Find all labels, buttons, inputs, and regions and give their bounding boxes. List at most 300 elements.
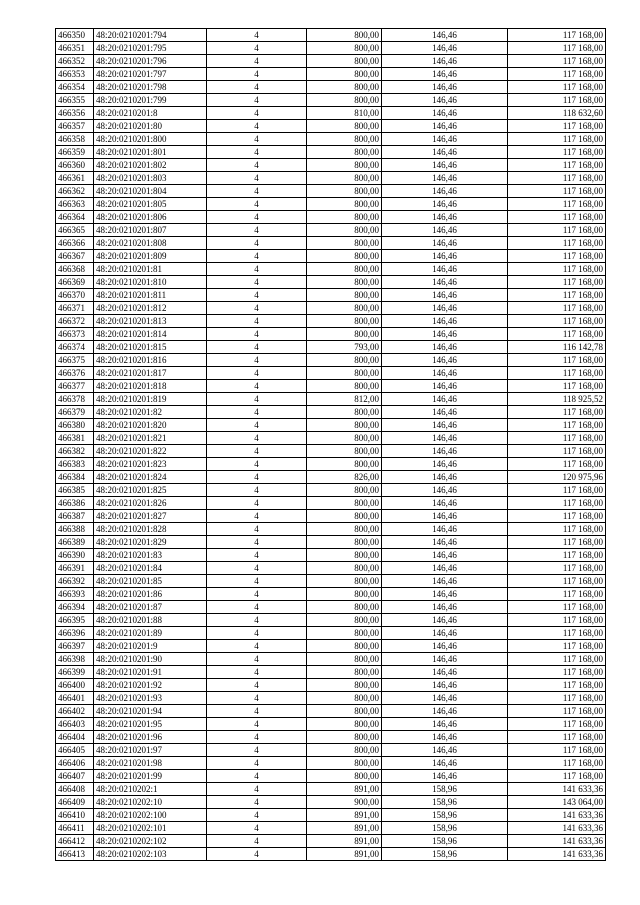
cadastral-value-cell: 117 168,00	[508, 354, 606, 367]
table-row	[56, 237, 606, 250]
area-cell: 800,00	[307, 731, 382, 744]
cadastral-number: 48:20:0210201:812	[94, 302, 207, 315]
cadastral-value-cell: 117 168,00	[508, 380, 606, 393]
row-number: 466383	[56, 458, 94, 471]
rate-cell: 146,46	[382, 159, 508, 172]
cadastral-number: 48:20:0210202:101	[94, 822, 207, 835]
cadastral-number: 48:20:0210201:813	[94, 315, 207, 328]
rate-cell: 146,46	[382, 185, 508, 198]
cadastral-value-cell: 117 168,00	[508, 705, 606, 718]
area-cell: 800,00	[307, 770, 382, 783]
area-cell: 800,00	[307, 224, 382, 237]
cadastral-number: 48:20:0210201:95	[94, 718, 207, 731]
table-row	[56, 705, 606, 718]
row-number: 466382	[56, 445, 94, 458]
cadastral-value-cell: 117 168,00	[508, 497, 606, 510]
rate-cell: 158,96	[382, 809, 508, 822]
category-code: 4	[207, 120, 307, 133]
rate-cell: 158,96	[382, 783, 508, 796]
cadastral-value-cell: 117 168,00	[508, 419, 606, 432]
category-code: 4	[207, 692, 307, 705]
table-row	[56, 250, 606, 263]
cadastral-value-cell: 117 168,00	[508, 575, 606, 588]
rate-cell: 146,46	[382, 575, 508, 588]
category-code: 4	[207, 562, 307, 575]
cadastral-value-cell: 117 168,00	[508, 81, 606, 94]
cadastral-value-cell: 117 168,00	[508, 198, 606, 211]
category-code: 4	[207, 523, 307, 536]
cadastral-value-cell: 117 168,00	[508, 159, 606, 172]
area-cell: 800,00	[307, 289, 382, 302]
cadastral-value-cell: 120 975,96	[508, 471, 606, 484]
category-code: 4	[207, 783, 307, 796]
cadastral-value-cell: 117 168,00	[508, 432, 606, 445]
cadastral-number: 48:20:0210202:102	[94, 835, 207, 848]
table-row	[56, 328, 606, 341]
cadastral-value-cell: 117 168,00	[508, 29, 606, 42]
table-row	[56, 731, 606, 744]
cadastral-value-cell: 117 168,00	[508, 744, 606, 757]
rate-cell: 146,46	[382, 770, 508, 783]
rate-cell: 146,46	[382, 315, 508, 328]
row-number: 466395	[56, 614, 94, 627]
row-number: 466396	[56, 627, 94, 640]
row-number: 466393	[56, 588, 94, 601]
cadastral-value-cell: 117 168,00	[508, 614, 606, 627]
cadastral-value-cell: 117 168,00	[508, 185, 606, 198]
rate-cell: 146,46	[382, 484, 508, 497]
cadastral-value-cell: 117 168,00	[508, 211, 606, 224]
row-number: 466350	[56, 29, 94, 42]
category-code: 4	[207, 367, 307, 380]
row-number: 466405	[56, 744, 94, 757]
category-code: 4	[207, 497, 307, 510]
category-code: 4	[207, 380, 307, 393]
category-code: 4	[207, 159, 307, 172]
row-number: 466394	[56, 601, 94, 614]
category-code: 4	[207, 718, 307, 731]
cadastral-value-cell: 141 633,36	[508, 783, 606, 796]
row-number: 466386	[56, 497, 94, 510]
table-row	[56, 341, 606, 354]
area-cell: 800,00	[307, 458, 382, 471]
area-cell: 800,00	[307, 445, 382, 458]
row-number: 466403	[56, 718, 94, 731]
table-row	[56, 172, 606, 185]
row-number: 466413	[56, 848, 94, 861]
rate-cell: 146,46	[382, 263, 508, 276]
table-row	[56, 562, 606, 575]
rate-cell: 146,46	[382, 679, 508, 692]
table-row	[56, 94, 606, 107]
rate-cell: 146,46	[382, 705, 508, 718]
area-cell: 800,00	[307, 744, 382, 757]
area-cell: 800,00	[307, 523, 382, 536]
cadastral-value-cell: 117 168,00	[508, 523, 606, 536]
cadastral-value-cell: 117 168,00	[508, 315, 606, 328]
category-code: 4	[207, 29, 307, 42]
category-code: 4	[207, 601, 307, 614]
category-code: 4	[207, 445, 307, 458]
row-number: 466378	[56, 393, 94, 406]
category-code: 4	[207, 263, 307, 276]
rate-cell: 146,46	[382, 757, 508, 770]
rate-cell: 146,46	[382, 354, 508, 367]
row-number: 466407	[56, 770, 94, 783]
category-code: 4	[207, 237, 307, 250]
rate-cell: 146,46	[382, 224, 508, 237]
cadastral-value-cell: 117 168,00	[508, 276, 606, 289]
rate-cell: 146,46	[382, 406, 508, 419]
area-cell: 800,00	[307, 432, 382, 445]
cadastral-number: 48:20:0210201:818	[94, 380, 207, 393]
cadastral-number: 48:20:0210201:801	[94, 146, 207, 159]
category-code: 4	[207, 835, 307, 848]
category-code: 4	[207, 81, 307, 94]
table-row	[56, 653, 606, 666]
row-number: 466351	[56, 42, 94, 55]
area-cell: 800,00	[307, 276, 382, 289]
row-number: 466357	[56, 120, 94, 133]
cadastral-number: 48:20:0210201:804	[94, 185, 207, 198]
row-number: 466391	[56, 562, 94, 575]
table-row	[56, 198, 606, 211]
cadastral-value-cell: 117 168,00	[508, 484, 606, 497]
rate-cell: 146,46	[382, 393, 508, 406]
cadastral-number: 48:20:0210201:798	[94, 81, 207, 94]
area-cell: 800,00	[307, 68, 382, 81]
area-cell: 800,00	[307, 29, 382, 42]
cadastral-value-cell: 117 168,00	[508, 666, 606, 679]
cadastral-number: 48:20:0210201:795	[94, 42, 207, 55]
area-cell: 800,00	[307, 614, 382, 627]
table-row	[56, 133, 606, 146]
cadastral-number: 48:20:0210201:799	[94, 94, 207, 107]
cadastral-value-cell: 117 168,00	[508, 679, 606, 692]
rate-cell: 146,46	[382, 81, 508, 94]
row-number: 466408	[56, 783, 94, 796]
table-row	[56, 419, 606, 432]
cadastral-value-cell: 117 168,00	[508, 757, 606, 770]
cadastral-value-cell: 117 168,00	[508, 627, 606, 640]
cadastral-number: 48:20:0210201:810	[94, 276, 207, 289]
category-code: 4	[207, 627, 307, 640]
table-row	[56, 627, 606, 640]
rate-cell: 146,46	[382, 692, 508, 705]
rate-cell: 146,46	[382, 627, 508, 640]
table-row	[56, 588, 606, 601]
area-cell: 800,00	[307, 120, 382, 133]
row-number: 466390	[56, 549, 94, 562]
cadastral-number: 48:20:0210201:88	[94, 614, 207, 627]
table-row	[56, 263, 606, 276]
cadastral-number: 48:20:0210201:802	[94, 159, 207, 172]
row-number: 466398	[56, 653, 94, 666]
area-cell: 800,00	[307, 705, 382, 718]
row-number: 466366	[56, 237, 94, 250]
cadastral-value-cell: 117 168,00	[508, 328, 606, 341]
category-code: 4	[207, 510, 307, 523]
cadastral-number: 48:20:0210202:1	[94, 783, 207, 796]
rate-cell: 158,96	[382, 796, 508, 809]
row-number: 466374	[56, 341, 94, 354]
rate-cell: 146,46	[382, 94, 508, 107]
row-number: 466411	[56, 822, 94, 835]
area-cell: 800,00	[307, 354, 382, 367]
row-number: 466358	[56, 133, 94, 146]
cadastral-number: 48:20:0210201:811	[94, 289, 207, 302]
area-cell: 812,00	[307, 393, 382, 406]
rate-cell: 146,46	[382, 588, 508, 601]
cadastral-number: 48:20:0210201:796	[94, 55, 207, 68]
area-cell: 800,00	[307, 81, 382, 94]
category-code: 4	[207, 42, 307, 55]
cadastral-value-cell: 117 168,00	[508, 133, 606, 146]
table-row	[56, 146, 606, 159]
area-cell: 800,00	[307, 263, 382, 276]
area-cell: 891,00	[307, 822, 382, 835]
table-row	[56, 640, 606, 653]
cadastral-value-cell: 117 168,00	[508, 120, 606, 133]
row-number: 466352	[56, 55, 94, 68]
category-code: 4	[207, 822, 307, 835]
rate-cell: 146,46	[382, 146, 508, 159]
area-cell: 891,00	[307, 848, 382, 861]
rate-cell: 146,46	[382, 198, 508, 211]
area-cell: 800,00	[307, 484, 382, 497]
rate-cell: 146,46	[382, 718, 508, 731]
table-row	[56, 302, 606, 315]
area-cell: 800,00	[307, 198, 382, 211]
rate-cell: 158,96	[382, 835, 508, 848]
cadastral-value-cell: 117 168,00	[508, 237, 606, 250]
category-code: 4	[207, 68, 307, 81]
rate-cell: 146,46	[382, 510, 508, 523]
cadastral-value-cell: 117 168,00	[508, 458, 606, 471]
cadastral-number: 48:20:0210201:94	[94, 705, 207, 718]
row-number: 466377	[56, 380, 94, 393]
category-code: 4	[207, 94, 307, 107]
rate-cell: 146,46	[382, 133, 508, 146]
category-code: 4	[207, 250, 307, 263]
area-cell: 800,00	[307, 510, 382, 523]
row-number: 466371	[56, 302, 94, 315]
rate-cell: 146,46	[382, 107, 508, 120]
cadastral-value-cell: 117 168,00	[508, 172, 606, 185]
cadastral-number: 48:20:0210201:815	[94, 341, 207, 354]
table-row	[56, 354, 606, 367]
rate-cell: 146,46	[382, 237, 508, 250]
area-cell: 826,00	[307, 471, 382, 484]
row-number: 466404	[56, 731, 94, 744]
cadastral-number: 48:20:0210201:82	[94, 406, 207, 419]
area-cell: 793,00	[307, 341, 382, 354]
cadastral-number: 48:20:0210201:794	[94, 29, 207, 42]
rate-cell: 146,46	[382, 328, 508, 341]
rate-cell: 146,46	[382, 666, 508, 679]
category-code: 4	[207, 653, 307, 666]
rate-cell: 146,46	[382, 250, 508, 263]
cadastral-number: 48:20:0210201:803	[94, 172, 207, 185]
table-row	[56, 120, 606, 133]
cadastral-number: 48:20:0210201:814	[94, 328, 207, 341]
category-code: 4	[207, 588, 307, 601]
rate-cell: 146,46	[382, 640, 508, 653]
area-cell: 800,00	[307, 562, 382, 575]
rate-cell: 146,46	[382, 445, 508, 458]
category-code: 4	[207, 471, 307, 484]
table-row	[56, 601, 606, 614]
category-code: 4	[207, 315, 307, 328]
category-code: 4	[207, 341, 307, 354]
rate-cell: 146,46	[382, 549, 508, 562]
cadastral-value-cell: 117 168,00	[508, 731, 606, 744]
row-number: 466409	[56, 796, 94, 809]
cadastral-value-cell: 141 633,36	[508, 822, 606, 835]
cadastral-number: 48:20:0210201:90	[94, 653, 207, 666]
area-cell: 900,00	[307, 796, 382, 809]
table-row	[56, 159, 606, 172]
row-number: 466360	[56, 159, 94, 172]
cadastral-number: 48:20:0210201:824	[94, 471, 207, 484]
area-cell: 800,00	[307, 536, 382, 549]
area-cell: 800,00	[307, 159, 382, 172]
row-number: 466370	[56, 289, 94, 302]
rate-cell: 146,46	[382, 562, 508, 575]
category-code: 4	[207, 809, 307, 822]
rate-cell: 146,46	[382, 302, 508, 315]
table-row	[56, 666, 606, 679]
area-cell: 800,00	[307, 42, 382, 55]
cadastral-value-cell: 117 168,00	[508, 562, 606, 575]
cadastral-number: 48:20:0210201:98	[94, 757, 207, 770]
category-code: 4	[207, 679, 307, 692]
row-number: 466356	[56, 107, 94, 120]
row-number: 466359	[56, 146, 94, 159]
row-number: 466402	[56, 705, 94, 718]
row-number: 466369	[56, 276, 94, 289]
cadastral-value-cell: 117 168,00	[508, 263, 606, 276]
rate-cell: 146,46	[382, 614, 508, 627]
cadastral-number: 48:20:0210201:806	[94, 211, 207, 224]
cadastral-value-cell: 141 633,36	[508, 809, 606, 822]
cadastral-value-cell: 117 168,00	[508, 367, 606, 380]
category-code: 4	[207, 406, 307, 419]
row-number: 466381	[56, 432, 94, 445]
category-code: 4	[207, 796, 307, 809]
area-cell: 800,00	[307, 380, 382, 393]
area-cell: 800,00	[307, 497, 382, 510]
area-cell: 800,00	[307, 315, 382, 328]
table-row	[56, 367, 606, 380]
area-cell: 800,00	[307, 133, 382, 146]
category-code: 4	[207, 484, 307, 497]
table-row	[56, 471, 606, 484]
category-code: 4	[207, 289, 307, 302]
cadastral-value-cell: 117 168,00	[508, 653, 606, 666]
row-number: 466397	[56, 640, 94, 653]
row-number: 466361	[56, 172, 94, 185]
rate-cell: 146,46	[382, 653, 508, 666]
category-code: 4	[207, 354, 307, 367]
category-code: 4	[207, 757, 307, 770]
rate-cell: 146,46	[382, 601, 508, 614]
row-number: 466392	[56, 575, 94, 588]
category-code: 4	[207, 666, 307, 679]
cadastral-number: 48:20:0210201:8	[94, 107, 207, 120]
cadastral-number: 48:20:0210201:823	[94, 458, 207, 471]
area-cell: 800,00	[307, 627, 382, 640]
area-cell: 800,00	[307, 328, 382, 341]
rate-cell: 146,46	[382, 55, 508, 68]
category-code: 4	[207, 614, 307, 627]
rate-cell: 146,46	[382, 172, 508, 185]
category-code: 4	[207, 224, 307, 237]
rate-cell: 146,46	[382, 731, 508, 744]
category-code: 4	[207, 146, 307, 159]
category-code: 4	[207, 198, 307, 211]
row-number: 466384	[56, 471, 94, 484]
row-number: 466363	[56, 198, 94, 211]
cadastral-number: 48:20:0210201:807	[94, 224, 207, 237]
cadastral-number: 48:20:0210202:100	[94, 809, 207, 822]
table-row	[56, 718, 606, 731]
cadastral-number: 48:20:0210201:89	[94, 627, 207, 640]
cadastral-value-cell: 117 168,00	[508, 289, 606, 302]
table-row	[56, 29, 606, 42]
cadastral-number: 48:20:0210201:81	[94, 263, 207, 276]
cadastral-number: 48:20:0210201:97	[94, 744, 207, 757]
cadastral-value-cell: 117 168,00	[508, 302, 606, 315]
cadastral-value-cell: 117 168,00	[508, 640, 606, 653]
cadastral-number: 48:20:0210201:820	[94, 419, 207, 432]
area-cell: 800,00	[307, 757, 382, 770]
cadastral-number: 48:20:0210201:826	[94, 497, 207, 510]
category-code: 4	[207, 55, 307, 68]
area-cell: 800,00	[307, 250, 382, 263]
rate-cell: 146,46	[382, 419, 508, 432]
area-cell: 800,00	[307, 666, 382, 679]
area-cell: 800,00	[307, 653, 382, 666]
category-code: 4	[207, 770, 307, 783]
cadastral-value-cell: 117 168,00	[508, 146, 606, 159]
row-number: 466375	[56, 354, 94, 367]
cadastral-number: 48:20:0210201:821	[94, 432, 207, 445]
category-code: 4	[207, 536, 307, 549]
row-number: 466365	[56, 224, 94, 237]
category-code: 4	[207, 432, 307, 445]
table-row	[56, 42, 606, 55]
table-row	[56, 692, 606, 705]
cadastral-number: 48:20:0210201:86	[94, 588, 207, 601]
area-cell: 891,00	[307, 835, 382, 848]
cadastral-value-cell: 117 168,00	[508, 536, 606, 549]
category-code: 4	[207, 731, 307, 744]
row-number: 466406	[56, 757, 94, 770]
cadastral-value-cell: 117 168,00	[508, 692, 606, 705]
rate-cell: 146,46	[382, 29, 508, 42]
category-code: 4	[207, 640, 307, 653]
rate-cell: 146,46	[382, 744, 508, 757]
rate-cell: 146,46	[382, 289, 508, 302]
cadastral-value-cell: 143 064,00	[508, 796, 606, 809]
row-number: 466399	[56, 666, 94, 679]
table-row	[56, 614, 606, 627]
row-number: 466373	[56, 328, 94, 341]
cadastral-number: 48:20:0210201:819	[94, 393, 207, 406]
rate-cell: 146,46	[382, 497, 508, 510]
category-code: 4	[207, 172, 307, 185]
